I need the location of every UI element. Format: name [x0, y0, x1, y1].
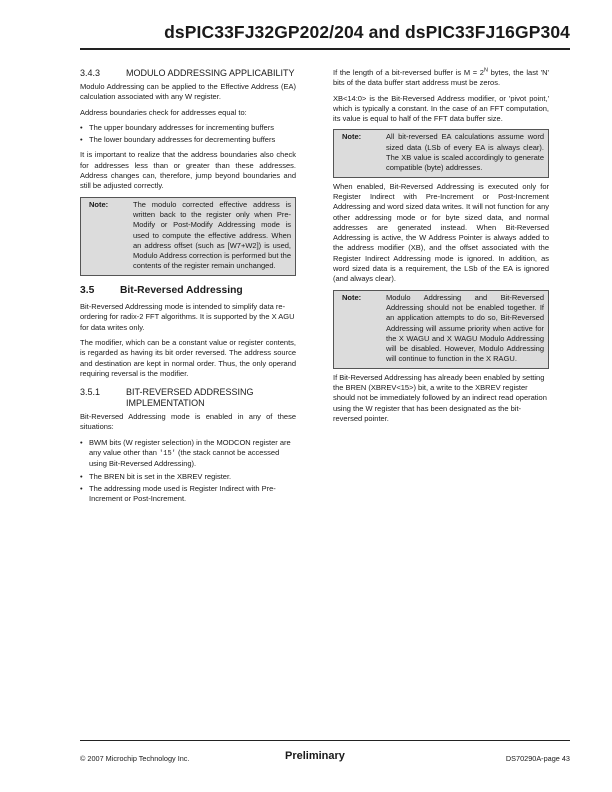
note-box: [333, 129, 549, 177]
paragraph: Address boundaries check for addresses equal to:: [80, 107, 247, 117]
section-number: 3.5.1: [80, 387, 101, 398]
footer-rule: [80, 740, 570, 741]
note-text: The modulo corrected effective address is written back to the register only when Pre-Modify or Post-Modify Addressing mode is used to compute the effective address. When an address offset (such as [W7+W2]) is used, Modulo Address correction is performed but the contents of the register remain unchanged.: [133, 199, 291, 271]
note-text: All bit-reversed EA calculations assume word sized data (LSb of every EA is always clear). The XB value is scaled accordingly to generate compatible (byte) addresses.: [386, 132, 544, 173]
code-value: '15': [159, 450, 176, 459]
bullet-list: [80, 123, 296, 146]
left-column: [80, 68, 296, 510]
list-item: • The lower boundary addresses for decrementing buffers: [80, 135, 296, 145]
paragraph: The modifier, which can be a constant value or register contents, is regarded as having its bit order reversed. The address source and destination are kept in normal order. Thus, the only operand requiring reversal is the modifier.: [80, 337, 296, 378]
section-3-5-1-heading: [80, 387, 296, 409]
right-column: [333, 68, 549, 429]
note-text: Modulo Addressing and Bit-Reversed Addressing should not be enabled together. If an application attempts to do so, Bit-Reversed Addressing will assume priority when active for the X WAGU and X WAGU Modulo Addressing will be disabled. However, Modulo Addressing will continue to function in the X RAGU.: [386, 292, 544, 364]
section-3-4-3-heading: [80, 68, 296, 79]
superscript: N: [483, 67, 488, 74]
paragraph: XB<14:0> is the Bit-Reversed Address modifier, or 'pivot point,' which is typically a constant. In the case of an FFT computation, its value is equal to half of the FFT data buffer size.: [333, 93, 549, 124]
note-label: Note:: [342, 292, 362, 302]
note-box: [80, 197, 296, 276]
page-number: DS70290A-page 43: [505, 754, 570, 763]
note-box: [333, 290, 549, 369]
section-3-5-heading: [80, 286, 296, 296]
section-title: Bit-Reversed Addressing: [120, 284, 243, 296]
page-header-title: dsPIC33FJ32GP202/204 and dsPIC33FJ16GP304: [164, 22, 570, 42]
list-item-text: BWM bits (W register selection) in the MODCON register are any value other than: [89, 437, 291, 458]
paragraph: Bit-Reversed Addressing mode is intended to simplify data re-ordering for radix-2 FFT algorithms. It is supported by the X AGU for data writes only.: [80, 302, 295, 332]
paragraph: Modulo Addressing can be applied to the Effective Address (EA) calculation associated with any W register.: [80, 82, 296, 102]
paragraph-text: If the length of a bit-reversed buffer is M = 2: [333, 68, 484, 77]
header-rule: [80, 48, 570, 50]
paragraph: [333, 68, 549, 89]
paragraph: It is important to realize that the address boundaries also check for addresses less than or greater than these addresses. Address changes can, therefore, jump beyond boundaries and still be adjusted correctly.: [80, 150, 296, 191]
section-title: MODULO ADDRESSING APPLICABILITY: [126, 68, 295, 78]
paragraph: Bit-Reversed Addressing mode is enabled in any of these situations:: [80, 412, 296, 432]
list-item: • The BREN bit is set in the XBREV register.: [80, 472, 296, 482]
document-status: Preliminary: [285, 750, 345, 762]
section-title: BIT-REVERSED ADDRESSING IMPLEMENTATION: [126, 387, 254, 409]
note-label: Note:: [342, 132, 362, 142]
paragraph: If Bit-Reversed Addressing has already been enabled by setting the BREN (XBREV<15>) bit, a write to the XBREV register should not be immediately followed by an indirect read operation using the W register that has been designated as the bit-reversed pointer.: [333, 372, 547, 423]
paragraph-text: bytes, the last 'N' bits of the data buffer start address must be zeros.: [333, 68, 549, 88]
bullet-list: [80, 438, 296, 505]
copyright: © 2007 Microchip Technology Inc.: [80, 754, 190, 763]
list-item-text: (the stack cannot be accessed using Bit-Reversed Addressing).: [89, 448, 280, 469]
section-number: 3.5: [80, 284, 95, 296]
note-label: Note:: [89, 199, 109, 209]
list-item: [80, 438, 296, 470]
list-item: • The addressing mode used is Register Indirect with Pre-Increment or Post-Increment.: [80, 484, 296, 505]
section-number: 3.4.3: [80, 68, 101, 78]
list-item: • The upper boundary addresses for incrementing buffers: [80, 123, 296, 133]
paragraph: When enabled, Bit-Reversed Addressing is executed only for Register Indirect with Pre-Increment or Post-Increment Addressing and word sized data writes. It will not function for any other addressing mode or for byte sized data, and normal addresses are generated instead. When Bit-Reversed Addressing is active, the W Address Pointer is always added to the address modifier (XB), and the offset associated with the Register Indirect Addressing mode is ignored. In addition, as word sized data is a requirement, the LSb of the EA is ignored (and always clear).: [333, 181, 549, 284]
